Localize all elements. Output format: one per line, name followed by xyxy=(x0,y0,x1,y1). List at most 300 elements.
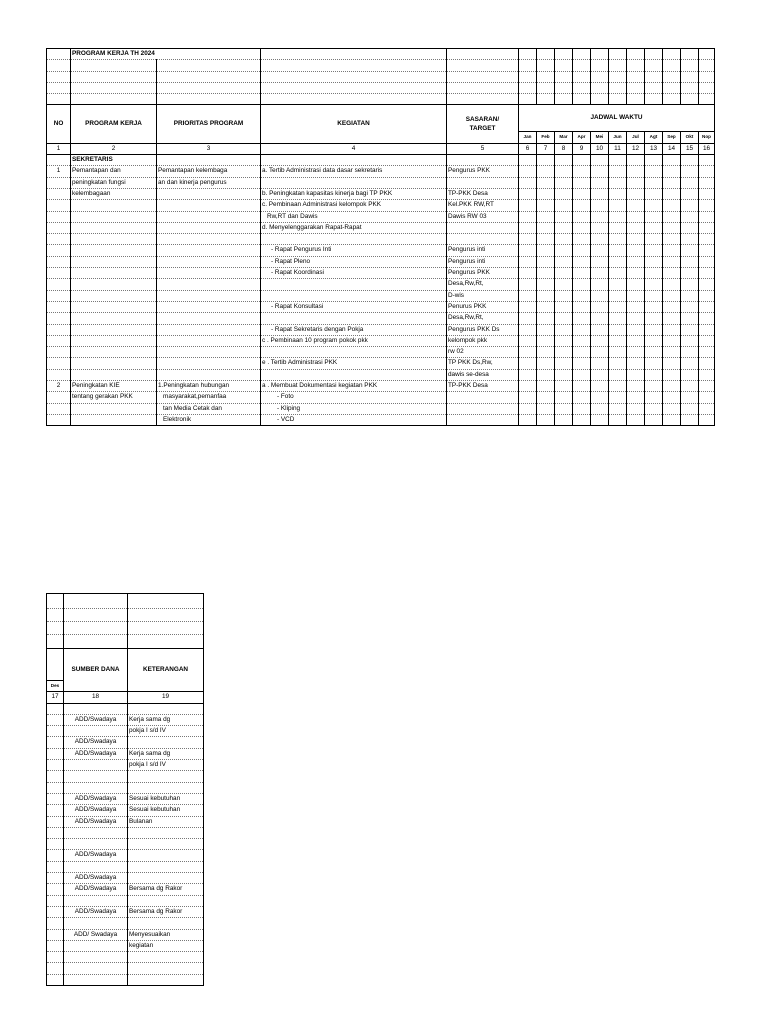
row-keterangan-cell: Kerja sama dg xyxy=(128,748,204,759)
blank-row xyxy=(47,60,715,71)
schedule-cell xyxy=(537,381,555,392)
schedule-cell xyxy=(519,369,537,380)
schedule-cell xyxy=(519,392,537,403)
header-sasaran-line2: TARGET xyxy=(469,125,496,133)
row-sasaran-cell: Pengurus inti xyxy=(447,256,519,267)
row-prioritas-cell xyxy=(157,279,261,290)
row-kegiatan-cell xyxy=(261,279,447,290)
schedule-cell xyxy=(645,313,663,324)
row-sumber-dana-cell: ADD/Swadaya xyxy=(64,714,128,725)
row-no-cell xyxy=(47,301,71,312)
schedule-cell xyxy=(627,268,645,279)
row-sumber-dana-cell xyxy=(64,760,128,771)
row-program-cell: peningkatan fungsi xyxy=(71,177,157,188)
schedule-cell xyxy=(663,369,681,380)
blank-row xyxy=(47,609,204,622)
row-kegiatan-cell: - Rapat Pleno xyxy=(261,256,447,267)
row-no-cell xyxy=(47,234,71,245)
schedule-cell xyxy=(609,324,627,335)
header-jadwal-waktu: JADWAL WAKTU xyxy=(519,105,715,132)
schedule-cell xyxy=(609,245,627,256)
column-number-cell: 8 xyxy=(555,143,573,154)
row-prioritas-cell xyxy=(157,301,261,312)
schedule-cell xyxy=(47,929,64,940)
schedule-cell xyxy=(681,200,699,211)
schedule-cell xyxy=(537,313,555,324)
row-program-cell: Peningkatan KIE xyxy=(71,381,157,392)
row-no-cell xyxy=(47,279,71,290)
schedule-cell xyxy=(555,268,573,279)
schedule-cell xyxy=(627,234,645,245)
table-row xyxy=(47,392,715,403)
row-prioritas-cell xyxy=(157,324,261,335)
schedule-cell xyxy=(47,850,64,861)
schedule-cell xyxy=(681,222,699,233)
schedule-cell xyxy=(627,381,645,392)
schedule-cell xyxy=(609,188,627,199)
schedule-cell xyxy=(681,211,699,222)
row-no-cell xyxy=(47,358,71,369)
document-title: PROGRAM KERJA TH 2024 xyxy=(71,49,261,60)
month-header-cell: Okt xyxy=(681,132,699,143)
column-number-row xyxy=(47,143,715,154)
schedule-cell xyxy=(573,414,591,425)
schedule-cell xyxy=(519,234,537,245)
schedule-cell xyxy=(591,245,609,256)
row-sasaran-cell: TP PKK Ds,Rw, xyxy=(447,358,519,369)
table-row xyxy=(47,895,204,906)
schedule-cell xyxy=(645,211,663,222)
schedule-cell xyxy=(627,301,645,312)
schedule-cell xyxy=(591,166,609,177)
schedule-cell xyxy=(47,714,64,725)
schedule-cell xyxy=(681,335,699,346)
schedule-cell xyxy=(681,268,699,279)
table-row xyxy=(47,737,204,748)
schedule-cell xyxy=(645,279,663,290)
schedule-cell xyxy=(519,222,537,233)
table-row xyxy=(47,771,204,782)
row-kegiatan-cell xyxy=(261,313,447,324)
schedule-cell xyxy=(645,347,663,358)
row-sumber-dana-cell: ADD/Swadaya xyxy=(64,884,128,895)
schedule-cell xyxy=(537,301,555,312)
schedule-cell xyxy=(609,392,627,403)
schedule-cell xyxy=(573,166,591,177)
schedule-cell xyxy=(627,347,645,358)
month-header-cell: Jan xyxy=(519,132,537,143)
schedule-cell xyxy=(681,245,699,256)
row-sasaran-cell: D-wis xyxy=(447,290,519,301)
row-no-cell xyxy=(47,177,71,188)
month-header-cell: Jun xyxy=(609,132,627,143)
row-keterangan-cell xyxy=(128,827,204,838)
schedule-cell xyxy=(609,347,627,358)
schedule-cell xyxy=(627,166,645,177)
schedule-cell xyxy=(609,358,627,369)
row-kegiatan-cell xyxy=(261,369,447,380)
schedule-cell xyxy=(555,347,573,358)
schedule-cell xyxy=(591,279,609,290)
schedule-cell xyxy=(663,335,681,346)
schedule-cell xyxy=(555,188,573,199)
row-no-cell xyxy=(47,403,71,414)
schedule-cell xyxy=(537,188,555,199)
row-sumber-dana-cell xyxy=(64,963,128,974)
schedule-cell xyxy=(663,188,681,199)
schedule-cell xyxy=(555,211,573,222)
schedule-cell xyxy=(591,200,609,211)
row-keterangan-cell xyxy=(128,703,204,714)
schedule-cell xyxy=(519,324,537,335)
schedule-cell xyxy=(591,234,609,245)
schedule-cell xyxy=(591,381,609,392)
row-keterangan-cell: Sesuai kebutuhan xyxy=(128,793,204,804)
table-row xyxy=(47,358,715,369)
schedule-cell xyxy=(591,403,609,414)
table-row xyxy=(47,403,715,414)
schedule-cell xyxy=(537,358,555,369)
row-keterangan-cell xyxy=(128,850,204,861)
schedule-cell xyxy=(609,313,627,324)
schedule-cell xyxy=(555,290,573,301)
row-sumber-dana-cell: ADD/Swadaya xyxy=(64,873,128,884)
row-sasaran-cell xyxy=(447,234,519,245)
schedule-cell xyxy=(663,245,681,256)
row-keterangan-cell: Bersama dg Rakor xyxy=(128,884,204,895)
row-kegiatan-cell: a. Tertib Administrasi data dasar sekretaris xyxy=(261,166,447,177)
column-number-cell: 3 xyxy=(157,143,261,154)
schedule-cell xyxy=(591,222,609,233)
row-kegiatan-cell: - Rapat Pengurus Inti xyxy=(261,245,447,256)
schedule-cell xyxy=(681,347,699,358)
schedule-cell xyxy=(699,403,715,414)
schedule-cell xyxy=(519,268,537,279)
schedule-cell xyxy=(573,381,591,392)
row-prioritas-cell: Pemantapan kelembaga xyxy=(157,166,261,177)
header-row xyxy=(47,105,715,132)
row-sasaran-cell: Desa,Rw,Rt, xyxy=(447,279,519,290)
row-sasaran-cell: dawis se-desa xyxy=(447,369,519,380)
schedule-cell xyxy=(645,290,663,301)
schedule-cell xyxy=(47,861,64,872)
blank-row xyxy=(47,594,204,609)
row-no-cell xyxy=(47,256,71,267)
row-prioritas-cell: tan Media Cetak dan xyxy=(157,403,261,414)
row-program-cell xyxy=(71,347,157,358)
schedule-cell xyxy=(681,177,699,188)
schedule-cell xyxy=(555,245,573,256)
row-program-cell xyxy=(71,358,157,369)
schedule-cell xyxy=(47,940,64,951)
table-row xyxy=(47,839,204,850)
schedule-cell xyxy=(699,177,715,188)
schedule-cell xyxy=(519,358,537,369)
month-header-cell: Apr xyxy=(573,132,591,143)
schedule-cell xyxy=(537,211,555,222)
schedule-cell xyxy=(573,358,591,369)
row-program-cell xyxy=(71,324,157,335)
row-prioritas-cell xyxy=(157,347,261,358)
row-program-cell xyxy=(71,222,157,233)
schedule-cell xyxy=(555,301,573,312)
schedule-cell xyxy=(537,414,555,425)
schedule-cell xyxy=(663,324,681,335)
schedule-cell xyxy=(681,369,699,380)
schedule-cell xyxy=(47,771,64,782)
row-program-cell xyxy=(71,200,157,211)
schedule-cell xyxy=(681,324,699,335)
row-kegiatan-cell: d. Menyelenggarakan Rapat-Rapat xyxy=(261,222,447,233)
table-row xyxy=(47,793,204,804)
row-sasaran-cell: Dawis RW 03 xyxy=(447,211,519,222)
schedule-cell xyxy=(537,290,555,301)
schedule-cell xyxy=(573,335,591,346)
schedule-cell xyxy=(699,414,715,425)
row-program-cell xyxy=(71,369,157,380)
row-no-cell xyxy=(47,290,71,301)
schedule-cell xyxy=(663,392,681,403)
schedule-cell xyxy=(47,816,64,827)
row-sumber-dana-cell: ADD/Swadaya xyxy=(64,793,128,804)
continuation-table xyxy=(46,593,204,986)
schedule-cell xyxy=(627,414,645,425)
schedule-cell xyxy=(537,222,555,233)
schedule-cell xyxy=(645,392,663,403)
column-number-cell: 1 xyxy=(47,143,71,154)
row-keterangan-cell: pokja I s/d IV xyxy=(128,760,204,771)
column-number-cell: 11 xyxy=(609,143,627,154)
schedule-cell xyxy=(699,347,715,358)
row-keterangan-cell: Sesuai kebutuhan xyxy=(128,805,204,816)
table-row xyxy=(47,952,204,963)
schedule-cell xyxy=(591,268,609,279)
row-keterangan-cell xyxy=(128,771,204,782)
table-row xyxy=(47,726,204,737)
row-sasaran-cell: rw 02 xyxy=(447,347,519,358)
schedule-cell xyxy=(663,166,681,177)
schedule-cell xyxy=(519,211,537,222)
row-sumber-dana-cell xyxy=(64,839,128,850)
schedule-cell xyxy=(627,177,645,188)
row-program-cell: kelembagaan xyxy=(71,188,157,199)
row-program-cell xyxy=(71,301,157,312)
column-number-cell: 12 xyxy=(627,143,645,154)
column-number-cell: 10 xyxy=(591,143,609,154)
row-sumber-dana-cell xyxy=(64,974,128,985)
schedule-cell xyxy=(519,166,537,177)
schedule-cell xyxy=(555,403,573,414)
schedule-cell xyxy=(591,177,609,188)
schedule-cell xyxy=(555,324,573,335)
schedule-cell xyxy=(537,392,555,403)
schedule-cell xyxy=(519,347,537,358)
row-kegiatan-cell: e . Tertib Administrasi PKK xyxy=(261,358,447,369)
schedule-cell xyxy=(591,414,609,425)
header-keterangan: KETERANGAN xyxy=(128,649,204,692)
blank-row xyxy=(47,94,715,105)
row-program-cell xyxy=(71,335,157,346)
table-row xyxy=(47,256,715,267)
schedule-cell xyxy=(663,234,681,245)
schedule-cell xyxy=(573,392,591,403)
row-prioritas-cell: 1.Peningkatan hubungan xyxy=(157,381,261,392)
table-row xyxy=(47,290,715,301)
row-no-cell: 2 xyxy=(47,381,71,392)
table-row xyxy=(47,369,715,380)
row-sasaran-cell: kelompok pkk xyxy=(447,335,519,346)
schedule-cell xyxy=(47,974,64,985)
schedule-cell xyxy=(519,403,537,414)
schedule-cell xyxy=(699,256,715,267)
header-sumber-dana: SUMBER DANA xyxy=(64,649,128,692)
schedule-cell xyxy=(609,301,627,312)
row-keterangan-cell xyxy=(128,873,204,884)
row-no-cell xyxy=(47,211,71,222)
schedule-cell xyxy=(47,726,64,737)
schedule-cell xyxy=(645,358,663,369)
schedule-cell xyxy=(609,256,627,267)
row-sasaran-cell: Desa,Rw,Rt, xyxy=(447,313,519,324)
row-program-cell xyxy=(71,245,157,256)
column-number-cell: 14 xyxy=(663,143,681,154)
schedule-cell xyxy=(645,234,663,245)
row-no-cell xyxy=(47,324,71,335)
schedule-cell xyxy=(663,200,681,211)
table-row xyxy=(47,918,204,929)
schedule-cell xyxy=(681,414,699,425)
schedule-cell xyxy=(645,324,663,335)
row-sasaran-cell: Pengurus PKK xyxy=(447,166,519,177)
table-row xyxy=(47,816,204,827)
schedule-cell xyxy=(699,290,715,301)
schedule-cell xyxy=(537,234,555,245)
row-sasaran-cell xyxy=(447,414,519,425)
row-prioritas-cell xyxy=(157,222,261,233)
schedule-cell xyxy=(645,222,663,233)
table-row xyxy=(47,414,715,425)
table-row xyxy=(47,347,715,358)
schedule-cell xyxy=(627,335,645,346)
row-kegiatan-cell xyxy=(261,234,447,245)
schedule-cell xyxy=(555,166,573,177)
schedule-cell xyxy=(699,381,715,392)
row-prioritas-cell xyxy=(157,245,261,256)
row-no-cell xyxy=(47,245,71,256)
schedule-cell xyxy=(681,290,699,301)
row-program-cell xyxy=(71,403,157,414)
schedule-cell xyxy=(609,290,627,301)
schedule-cell xyxy=(699,245,715,256)
schedule-cell xyxy=(573,324,591,335)
schedule-cell xyxy=(591,211,609,222)
column-number-cell: 13 xyxy=(645,143,663,154)
schedule-cell xyxy=(573,313,591,324)
row-no-cell xyxy=(47,369,71,380)
schedule-cell xyxy=(519,414,537,425)
schedule-cell xyxy=(627,279,645,290)
row-kegiatan-cell: b. Peningkatan kapasitas kinerja bagi TP PKK xyxy=(261,188,447,199)
schedule-cell xyxy=(519,256,537,267)
schedule-cell xyxy=(47,827,64,838)
schedule-cell xyxy=(609,268,627,279)
row-prioritas-cell xyxy=(157,256,261,267)
schedule-cell xyxy=(627,245,645,256)
schedule-cell xyxy=(573,234,591,245)
row-sumber-dana-cell xyxy=(64,918,128,929)
table-row xyxy=(47,268,715,279)
schedule-cell xyxy=(573,200,591,211)
row-prioritas-cell xyxy=(157,335,261,346)
table-row xyxy=(47,279,715,290)
schedule-cell xyxy=(699,268,715,279)
schedule-cell xyxy=(627,392,645,403)
schedule-cell xyxy=(681,392,699,403)
row-sasaran-cell: TP-PKK Desa xyxy=(447,188,519,199)
schedule-cell xyxy=(591,392,609,403)
row-keterangan-cell xyxy=(128,839,204,850)
blank-row xyxy=(47,622,204,635)
row-prioritas-cell xyxy=(157,369,261,380)
row-sasaran-cell xyxy=(447,392,519,403)
row-program-cell xyxy=(71,268,157,279)
column-number-cell: 15 xyxy=(681,143,699,154)
schedule-cell xyxy=(645,177,663,188)
schedule-cell xyxy=(645,200,663,211)
row-program-cell xyxy=(71,279,157,290)
row-sasaran-cell xyxy=(447,177,519,188)
table-row xyxy=(47,748,204,759)
schedule-cell xyxy=(573,403,591,414)
schedule-cell xyxy=(681,188,699,199)
schedule-cell xyxy=(537,279,555,290)
continuation-header-row xyxy=(47,649,204,681)
row-sumber-dana-cell: ADD/Swadaya xyxy=(64,850,128,861)
schedule-cell xyxy=(699,222,715,233)
row-kegiatan-cell: c. Pembinaan Administrasi kelompok PKK xyxy=(261,200,447,211)
column-number-cell: 16 xyxy=(699,143,715,154)
row-keterangan-cell: Kerja sama dg xyxy=(128,714,204,725)
table-row xyxy=(47,850,204,861)
row-kegiatan-cell: a . Membuat Dokumentasi kegiatan PKK xyxy=(261,381,447,392)
row-sasaran-cell: TP-PKK Desa xyxy=(447,381,519,392)
row-keterangan-cell xyxy=(128,895,204,906)
schedule-cell xyxy=(537,369,555,380)
table-row xyxy=(47,714,204,725)
schedule-cell xyxy=(591,358,609,369)
schedule-cell xyxy=(47,873,64,884)
row-kegiatan-cell: - Rapat Koordinasi xyxy=(261,268,447,279)
schedule-cell xyxy=(47,737,64,748)
table-row xyxy=(47,335,715,346)
month-des: Des xyxy=(47,681,64,692)
table-row xyxy=(47,313,715,324)
schedule-cell xyxy=(645,403,663,414)
table-row xyxy=(47,805,204,816)
schedule-cell xyxy=(681,279,699,290)
continuation-column-number-row xyxy=(47,692,204,703)
schedule-cell xyxy=(699,358,715,369)
row-prioritas-cell: an dan kinerja pengurus xyxy=(157,177,261,188)
schedule-cell xyxy=(645,335,663,346)
column-number-cell: 18 xyxy=(64,692,128,703)
schedule-cell xyxy=(627,188,645,199)
schedule-cell xyxy=(573,369,591,380)
row-program-cell xyxy=(71,313,157,324)
header-program-kerja: PROGRAM KERJA xyxy=(71,105,157,143)
table-row xyxy=(47,703,204,714)
schedule-cell xyxy=(699,211,715,222)
